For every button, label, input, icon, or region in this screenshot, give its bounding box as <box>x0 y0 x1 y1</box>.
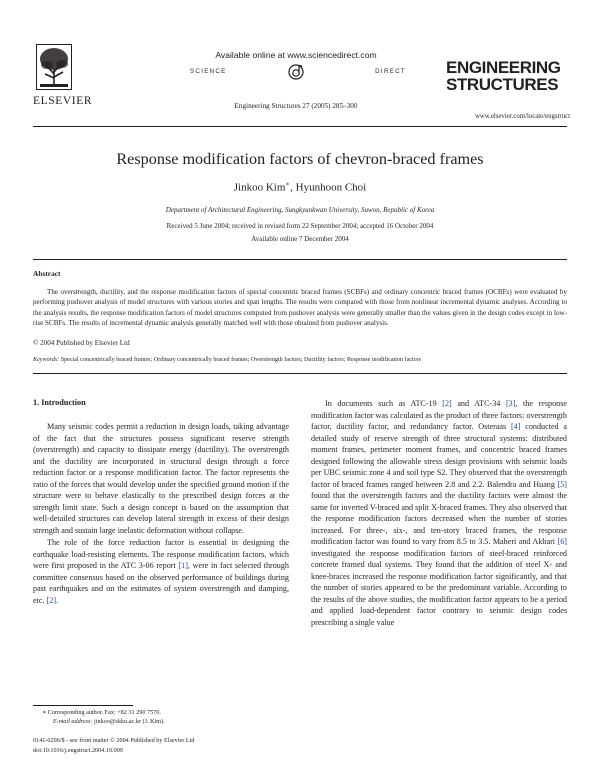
article-title: Response modification factors of chevron-braced frames <box>116 150 484 168</box>
abstract-text: The overstrength, ductility, and the response modification factors of special concentric braced frames (SCBFs) and ordinary concentric braced frames (OCBFs) were evaluated by performing pushover analysis of model structures with various stories and span lengths. The results were compared with those from nonlinear incremental dynamic analyses. According to the analysis results, the response modification factors of model structures computed from pushover analysis were generally smaller than the values given in the design codes except in low-rise SCBFs. The results of incremental dynamic analysis generally matched well with those obtained from pushover analysis. <box>33 288 567 328</box>
paragraph-text: , were in fact selected through committee consensus based on the observed performance of buildings during past earthquakes and on the estimates of system overstrength and damping, etc. <box>33 561 289 605</box>
reference-link[interactable]: [6] <box>557 537 567 546</box>
abstract-heading: Abstract <box>33 269 61 278</box>
available-online-date: Available online 7 December 2004 <box>251 235 349 243</box>
paragraph-text: investigated the response modification factors of steel-braced reinforced concrete framed dual systems. They found that the addition of steel X- and knee-braces increased the response modification factor significantly, and that the number of stories appeared to be the predominant variable. According to the results of the above studies, the modification factor appears to be a period and applied load-dependent factor contrary to seismic design codes prescribing a single value <box>311 548 567 627</box>
affiliation: Department of Architectural Engineering, Sungkyunkwan University, Suwon, Republic of Korea <box>165 206 435 214</box>
paragraph <box>33 537 289 606</box>
sciencedirect-logo <box>190 64 406 80</box>
paragraph <box>33 421 289 536</box>
reference-link[interactable]: [4] <box>510 422 521 431</box>
reference-link[interactable]: [2] <box>442 399 452 408</box>
paragraph-text: found that the overstrength factors and the ductility factors were almost the same for inverted V-braced and split X-braced frames. They also observed that the response modification factors decreased when the number of stories increased. For three-, six-, and ten-story braced frames, the response modification factor was found to vary from 8.5 to 3.5. Maheri and Akbari <box>311 491 567 546</box>
paragraph <box>311 398 567 628</box>
keywords-label: Keywords: <box>33 357 60 363</box>
paragraph-text: In documents such as ATC-19 <box>325 399 443 408</box>
email-footnote <box>53 718 165 725</box>
sciencedirect-left-word: SCIENCE <box>190 68 227 75</box>
reference-link[interactable]: [5] <box>557 479 567 489</box>
sciencedirect-d-icon <box>285 64 307 80</box>
email-link[interactable]: jinkoo@skku.ac.kr (J. Kim). <box>92 718 165 725</box>
journal-logo-line2: STRUCTURES <box>446 75 559 94</box>
paragraph-text: and ATC-34 <box>451 399 506 408</box>
reference-link[interactable]: [2] <box>46 595 57 605</box>
corresponding-author-link[interactable]: ∗ <box>285 180 291 188</box>
journal-logo-line1: ENGINEERING <box>446 58 561 77</box>
received-dates: Received 5 June 2004; received in revised form 22 September 2004; accepted 16 October 2004 <box>166 222 434 230</box>
copyright-notice: © 2004 Published by Elsevier Ltd <box>33 339 130 347</box>
paragraph-text: Many seismic codes permit a reduction in design loads, taking advantage of the fact that the structures possess significant reserve strength (overstrength) and capacity to dissipate energy (ductility). The overstrength and the ductility are incorporated in structural design through a force reduction factor or a response modification factor. The factor represents the ratio of the forces that would develop under the specified ground motion if the structure were to behave elastically to the prescribed design forces at the strength limit state. Such a design concept is based on the assumption that well-detailed structures can develop lateral strength in excess of their design strength and sustain large inelastic deformation without collapse. <box>33 422 289 535</box>
keywords-list: Special concentrically braced frames; Ordinary concentrically braced frames; Overstrength factors; Ductility factors; Response modification factors <box>59 357 422 363</box>
reference-link[interactable]: [3] <box>505 399 516 408</box>
journal-url-link[interactable]: www.elsevier.com/locate/engstruct <box>474 113 570 120</box>
author-line <box>30 180 570 194</box>
paragraph-text: conducted a detailed study of reserve strength of three structural systems: distributed moment frames, perimeter moment frames, and concentric braced frames designed following the allowable stress design provisions with seismic loads per UBC seismic zone 4 and soil type S2. They observed that the overstrength factor of braced frames ranged between 2.8 and 2.2. Balendra and Huang <box>311 422 568 489</box>
issn-line: 0141-0296/$ - see front matter © 2004 Published by Elsevier Ltd <box>33 737 195 744</box>
corresponding-author-footnote <box>42 709 161 716</box>
abstract-bottom-divider <box>33 373 567 374</box>
author-name: , Hyunhoon Choi <box>290 181 367 194</box>
elsevier-tree-logo <box>36 44 72 90</box>
doi-link[interactable]: doi:10.1016/j.engstruct.2004.10.009 <box>33 747 123 754</box>
paragraph-text: , the response modification factor was calculated as the product of three factors: overstrength factor, ductility factor, and redundancy factor. Osteraas <box>311 399 567 431</box>
keywords <box>33 357 573 363</box>
paragraph-text: The role of the force reduction factor is essential in designing the earthquake load-resisting elements. The response modification factors, which were first proposed in the ATC 3-06 report <box>33 538 289 570</box>
reference-link[interactable]: [1] <box>178 561 188 570</box>
journal-logo <box>446 59 566 93</box>
footnote-text: Corresponding author. Fax: +82 31 290 7570. <box>46 709 161 716</box>
author-name: Jinkoo Kim <box>233 181 286 194</box>
section-heading: 1. Introduction <box>33 398 86 407</box>
email-label: E-mail address: <box>53 718 93 725</box>
abstract-top-divider <box>33 259 567 260</box>
available-online-text: Available online at www.sciencedirect.com <box>215 50 377 60</box>
header-divider <box>33 126 567 127</box>
footnote-mark: ∗ <box>42 709 47 716</box>
publisher-name: ELSEVIER <box>33 95 93 107</box>
sciencedirect-right-word: DIRECT <box>375 68 406 75</box>
footnote-divider <box>33 705 133 706</box>
column-left <box>33 421 289 606</box>
journal-citation: Engineering Structures 27 (2005) 285–300 <box>234 102 358 110</box>
column-right <box>311 398 567 628</box>
paragraph-text: . <box>56 595 59 605</box>
